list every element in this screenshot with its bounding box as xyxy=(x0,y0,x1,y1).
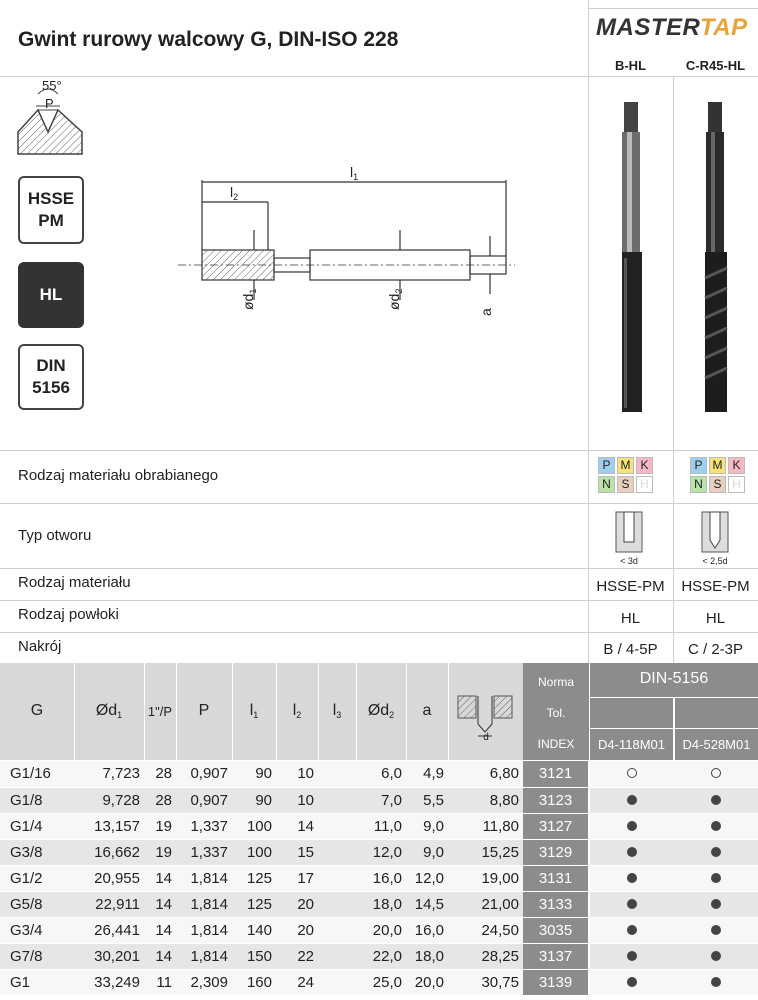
dim-l2: $l_2$ xyxy=(230,184,239,202)
cell-l2: 10 xyxy=(276,761,318,787)
col-d1: $Ød_1$ xyxy=(95,702,123,720)
mat-s: S xyxy=(709,476,726,493)
availability-cell xyxy=(674,917,758,943)
in-stock-icon xyxy=(711,795,721,805)
cell-l3 xyxy=(318,943,356,969)
in-stock-icon xyxy=(711,951,721,961)
dim-d2: $ød_2$ xyxy=(386,288,404,310)
table-row xyxy=(0,969,758,995)
cell-l1: 125 xyxy=(232,865,276,891)
cell-a: 9,0 xyxy=(406,813,448,839)
cell-drill: 15,25 xyxy=(448,839,523,865)
cell-idx: 3127 xyxy=(523,813,589,839)
cell-drill: 28,25 xyxy=(448,943,523,969)
mat-p: P xyxy=(598,457,615,474)
tool-material-1: HSSE-PM xyxy=(596,578,665,595)
cell-g: G5/8 xyxy=(0,891,74,917)
dim-a: a xyxy=(478,308,494,316)
coating-2: HL xyxy=(705,610,726,627)
cell-l3 xyxy=(318,787,356,813)
product-code-2: C-R45-HL xyxy=(685,58,746,73)
cell-p: 0,907 xyxy=(176,761,232,787)
cell-d1: 13,157 xyxy=(74,813,144,839)
availability-cell xyxy=(589,865,674,891)
cell-g: G1/8 xyxy=(0,787,74,813)
col-l1: $l_1$ xyxy=(249,702,259,720)
mat-n: N xyxy=(598,476,615,493)
cell-a: 18,0 xyxy=(406,943,448,969)
mat-m: M xyxy=(709,457,726,474)
col-g: G xyxy=(30,702,44,719)
cell-idx: 3035 xyxy=(523,917,589,943)
cell-l3 xyxy=(318,891,356,917)
cell-d1: 9,728 xyxy=(74,787,144,813)
cell-g: G3/4 xyxy=(0,917,74,943)
hole-depth-2: < 2,5d xyxy=(702,556,728,566)
cell-l2: 15 xyxy=(276,839,318,865)
chamfer-2: C / 2-3P xyxy=(687,641,744,658)
table-row xyxy=(0,761,758,787)
cell-drill: 21,00 xyxy=(448,891,523,917)
label-tol: Tol. xyxy=(546,706,566,720)
availability-cell xyxy=(589,839,674,865)
cell-a: 12,0 xyxy=(406,865,448,891)
in-stock-icon xyxy=(711,873,721,883)
label-workpiece-material: Rodzaj materiału obrabianego xyxy=(18,467,219,484)
cell-d1: 30,201 xyxy=(74,943,144,969)
cell-tpi: 19 xyxy=(144,813,176,839)
mat-k: K xyxy=(636,457,653,474)
availability-cell xyxy=(674,969,758,995)
availability-cell xyxy=(589,761,674,787)
cell-l2: 22 xyxy=(276,943,318,969)
index-code-1: D4-118M01 xyxy=(598,737,665,752)
cell-p: 2,309 xyxy=(176,969,232,995)
cell-l3 xyxy=(318,839,356,865)
cell-d1: 16,662 xyxy=(74,839,144,865)
badge-material: HSSE PM xyxy=(18,176,84,244)
index-code-2: D4-528M01 xyxy=(682,737,751,752)
cell-drill: 8,80 xyxy=(448,787,523,813)
cell-l1: 100 xyxy=(232,839,276,865)
cell-g: G1/16 xyxy=(0,761,74,787)
in-stock-icon xyxy=(627,821,637,831)
dim-d1: $ød_1$ xyxy=(240,288,258,310)
cell-idx: 3133 xyxy=(523,891,589,917)
cell-a: 4,9 xyxy=(406,761,448,787)
cell-g: G3/8 xyxy=(0,839,74,865)
cell-drill: 11,80 xyxy=(448,813,523,839)
availability-cell xyxy=(674,891,758,917)
product-code-1: B-HL xyxy=(614,58,647,73)
coating-1: HL xyxy=(620,610,641,627)
blind-hole-icon xyxy=(612,510,646,554)
label-tool-material: Rodzaj materiału xyxy=(18,574,131,591)
hole-depth-1: < 3d xyxy=(620,556,638,566)
cell-l3 xyxy=(318,917,356,943)
chamfer-1: B / 4-5P xyxy=(603,641,658,658)
cell-drill: 19,00 xyxy=(448,865,523,891)
available-on-order-icon xyxy=(711,768,721,778)
cell-l3 xyxy=(318,865,356,891)
cell-l1: 100 xyxy=(232,813,276,839)
cell-drill: 30,75 xyxy=(448,969,523,995)
mat-h: H xyxy=(728,476,745,493)
table-row xyxy=(0,839,758,865)
label-hole-type: Typ otworu xyxy=(18,527,92,544)
cell-l1: 90 xyxy=(232,787,276,813)
material-grid-2 xyxy=(690,457,745,493)
cell-d2: 22,0 xyxy=(356,943,406,969)
cell-d2: 6,0 xyxy=(356,761,406,787)
availability-cell xyxy=(674,943,758,969)
profile-angle: 55° xyxy=(42,78,62,93)
cell-l3 xyxy=(318,969,356,995)
availability-cell xyxy=(674,761,758,787)
cell-p: 0,907 xyxy=(176,787,232,813)
cell-d1: 22,911 xyxy=(74,891,144,917)
cell-l2: 20 xyxy=(276,917,318,943)
in-stock-icon xyxy=(627,925,637,935)
in-stock-icon xyxy=(627,847,637,857)
cell-idx: 3139 xyxy=(523,969,589,995)
table-row xyxy=(0,891,758,917)
cell-d2: 11,0 xyxy=(356,813,406,839)
cell-tpi: 14 xyxy=(144,943,176,969)
in-stock-icon xyxy=(627,795,637,805)
cell-d1: 20,955 xyxy=(74,865,144,891)
cell-a: 16,0 xyxy=(406,917,448,943)
cell-l2: 17 xyxy=(276,865,318,891)
tool-material-2: HSSE-PM xyxy=(681,578,750,595)
availability-cell xyxy=(674,813,758,839)
col-tpi: 1"/P xyxy=(147,704,173,719)
cell-d2: 12,0 xyxy=(356,839,406,865)
cell-a: 14,5 xyxy=(406,891,448,917)
cell-l3 xyxy=(318,813,356,839)
cell-idx: 3123 xyxy=(523,787,589,813)
cell-l1: 90 xyxy=(232,761,276,787)
label-chamfer: Nakrój xyxy=(18,638,62,655)
profile-pitch: P xyxy=(45,96,54,111)
in-stock-icon xyxy=(627,873,637,883)
cell-d2: 25,0 xyxy=(356,969,406,995)
cell-l2: 10 xyxy=(276,787,318,813)
cell-d2: 16,0 xyxy=(356,865,406,891)
table-row xyxy=(0,943,758,969)
cell-l2: 24 xyxy=(276,969,318,995)
dim-l1: $l_1$ xyxy=(350,164,359,182)
tap-image-spiral xyxy=(696,98,736,418)
cell-idx: 3129 xyxy=(523,839,589,865)
cell-d2: 20,0 xyxy=(356,917,406,943)
brand-logo: MASTERTAP xyxy=(596,14,748,41)
cell-g: G7/8 xyxy=(0,943,74,969)
in-stock-icon xyxy=(627,951,637,961)
cell-l1: 160 xyxy=(232,969,276,995)
mat-n: N xyxy=(690,476,707,493)
col-l2: $l_2$ xyxy=(292,702,302,720)
cell-l1: 125 xyxy=(232,891,276,917)
cell-idx: 3121 xyxy=(523,761,589,787)
cell-g: G1 xyxy=(0,969,74,995)
col-d2: $Ød_2$ xyxy=(367,702,395,720)
col-l3: $l_3$ xyxy=(332,702,342,720)
cell-tpi: 28 xyxy=(144,761,176,787)
availability-cell xyxy=(589,891,674,917)
availability-cell xyxy=(589,813,674,839)
thread-table xyxy=(0,761,758,996)
in-stock-icon xyxy=(711,821,721,831)
cell-p: 1,814 xyxy=(176,917,232,943)
available-on-order-icon xyxy=(627,768,637,778)
in-stock-icon xyxy=(711,899,721,909)
availability-cell xyxy=(589,787,674,813)
badge-coating: HL xyxy=(18,262,84,328)
cell-g: G1/2 xyxy=(0,865,74,891)
availability-cell xyxy=(589,943,674,969)
badge-norm: DIN 5156 xyxy=(18,344,84,410)
cell-p: 1,814 xyxy=(176,891,232,917)
cell-d1: 26,441 xyxy=(74,917,144,943)
cell-d2: 18,0 xyxy=(356,891,406,917)
cell-a: 5,5 xyxy=(406,787,448,813)
cell-p: 1,337 xyxy=(176,813,232,839)
cell-l2: 20 xyxy=(276,891,318,917)
cell-idx: 3137 xyxy=(523,943,589,969)
cell-idx: 3131 xyxy=(523,865,589,891)
cell-tpi: 28 xyxy=(144,787,176,813)
cell-g: G1/4 xyxy=(0,813,74,839)
cell-tpi: 19 xyxy=(144,839,176,865)
table-row xyxy=(0,917,758,943)
label-coating: Rodzaj powłoki xyxy=(18,606,119,623)
blind-hole-cone-icon xyxy=(698,510,732,554)
availability-cell xyxy=(674,787,758,813)
norm-value: DIN-5156 xyxy=(639,670,709,687)
cell-l1: 150 xyxy=(232,943,276,969)
label-norma: Norma xyxy=(537,675,574,689)
availability-cell xyxy=(589,969,674,995)
cell-p: 1,337 xyxy=(176,839,232,865)
col-p: P xyxy=(198,702,210,719)
mat-m: M xyxy=(617,457,634,474)
in-stock-icon xyxy=(711,925,721,935)
cell-d1: 33,249 xyxy=(74,969,144,995)
col-a: a xyxy=(422,702,432,719)
table-row xyxy=(0,865,758,891)
cell-drill: 24,50 xyxy=(448,917,523,943)
availability-cell xyxy=(589,917,674,943)
cell-p: 1,814 xyxy=(176,865,232,891)
col-drill: d xyxy=(483,732,489,743)
cell-d2: 7,0 xyxy=(356,787,406,813)
cell-tpi: 14 xyxy=(144,865,176,891)
availability-cell xyxy=(674,865,758,891)
availability-cell xyxy=(674,839,758,865)
cell-l1: 140 xyxy=(232,917,276,943)
in-stock-icon xyxy=(627,977,637,987)
cell-tpi: 11 xyxy=(144,969,176,995)
cell-d1: 7,723 xyxy=(74,761,144,787)
cell-drill: 6,80 xyxy=(448,761,523,787)
table-row xyxy=(0,813,758,839)
tap-image-straight xyxy=(612,98,652,418)
cell-tpi: 14 xyxy=(144,917,176,943)
cell-a: 9,0 xyxy=(406,839,448,865)
page-title: Gwint rurowy walcowy G, DIN-ISO 228 xyxy=(18,28,399,51)
in-stock-icon xyxy=(627,899,637,909)
table-row xyxy=(0,787,758,813)
cell-p: 1,814 xyxy=(176,943,232,969)
cell-l3 xyxy=(318,761,356,787)
label-index: INDEX xyxy=(537,737,575,751)
mat-k: K xyxy=(728,457,745,474)
material-grid-1 xyxy=(598,457,653,493)
in-stock-icon xyxy=(711,977,721,987)
tap-drawing xyxy=(170,160,520,350)
cell-a: 20,0 xyxy=(406,969,448,995)
mat-h: H xyxy=(636,476,653,493)
in-stock-icon xyxy=(711,847,721,857)
mat-s: S xyxy=(617,476,634,493)
mat-p: P xyxy=(690,457,707,474)
cell-l2: 14 xyxy=(276,813,318,839)
cell-tpi: 14 xyxy=(144,891,176,917)
